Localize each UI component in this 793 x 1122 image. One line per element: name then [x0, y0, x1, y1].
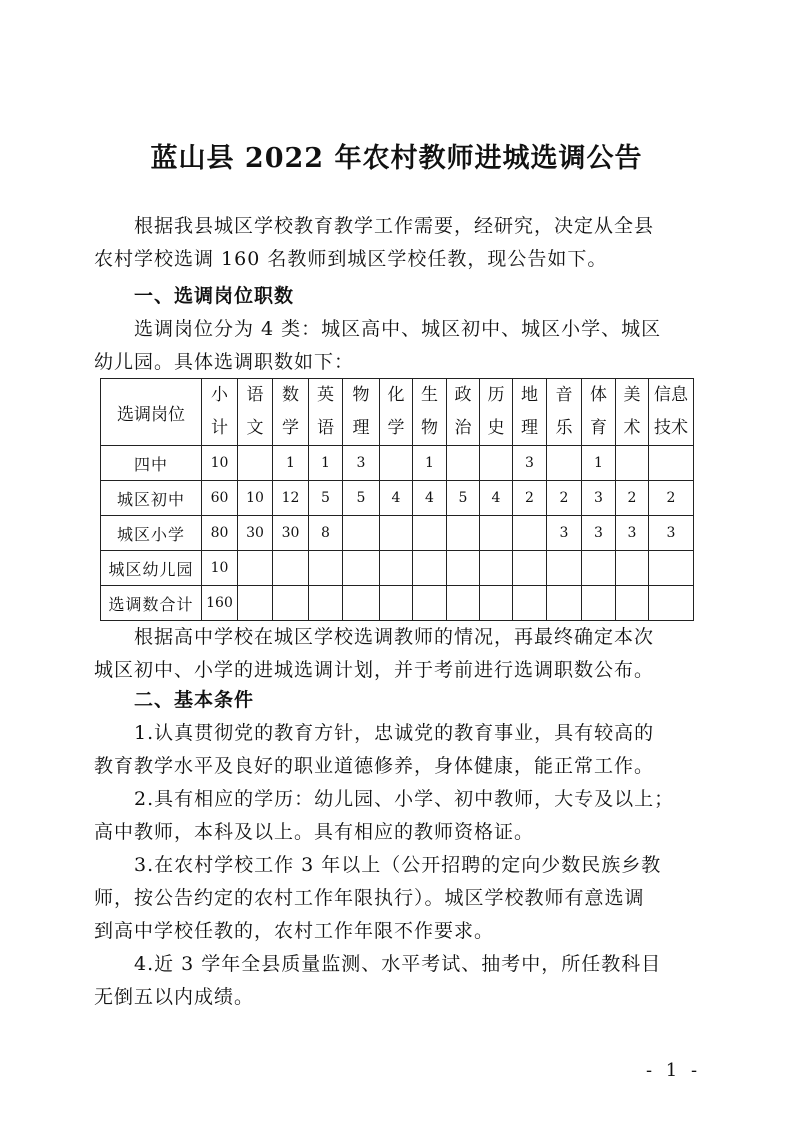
row-label: 城区幼儿园 — [101, 551, 202, 586]
section1-line: 选调岗位分为 4 类：城区高中、城区初中、城区小学、城区 — [134, 318, 662, 340]
table-cell — [447, 516, 480, 551]
table-cell: 1 — [273, 446, 309, 481]
table-row — [101, 516, 694, 551]
table-cell: 3 — [513, 446, 547, 481]
table-cell — [547, 586, 582, 621]
table-row — [101, 481, 694, 516]
table-cell — [273, 586, 309, 621]
table-cell: 10 — [202, 551, 238, 586]
table-cell — [309, 586, 343, 621]
table-cell — [343, 551, 380, 586]
table-cell — [413, 551, 447, 586]
after-table-line: 根据高中学校在城区学校选调教师的情况，再最终确定本次 — [134, 626, 655, 648]
table-cell: 3 — [582, 516, 616, 551]
col-header: 政 治 — [447, 379, 480, 446]
table-cell: 5 — [309, 481, 343, 516]
condition-line: 高中教师，本科及以上。具有相应的教师资格证。 — [94, 821, 535, 843]
condition-1 — [94, 717, 694, 783]
table-cell — [413, 516, 447, 551]
condition-3 — [94, 849, 694, 948]
row-label: 选调数合计 — [101, 586, 202, 621]
table-cell — [547, 446, 582, 481]
table-cell — [238, 586, 273, 621]
section1-paragraph — [94, 313, 694, 379]
col-header: 地 理 — [513, 379, 547, 446]
table-cell: 2 — [547, 481, 582, 516]
table-cell — [380, 586, 413, 621]
table-cell: 60 — [202, 481, 238, 516]
table-cell: 1 — [413, 446, 447, 481]
table-cell — [582, 586, 616, 621]
col-header: 体 育 — [582, 379, 616, 446]
table-row — [101, 551, 694, 586]
condition-2 — [94, 783, 694, 849]
col-header: 生 物 — [413, 379, 447, 446]
table-cell — [513, 551, 547, 586]
table-cell: 3 — [582, 481, 616, 516]
table-cell — [616, 586, 649, 621]
table-cell: 4 — [413, 481, 447, 516]
intro-line: 根据我县城区学校教育教学工作需要，经研究，决定从全县 — [134, 215, 655, 237]
table-body — [101, 446, 694, 621]
table-cell: 30 — [273, 516, 309, 551]
table-cell: 3 — [616, 516, 649, 551]
col-header: 美 术 — [616, 379, 649, 446]
table-cell — [480, 516, 513, 551]
col-header: 英 语 — [309, 379, 343, 446]
row-label: 城区小学 — [101, 516, 202, 551]
table-cell — [480, 551, 513, 586]
condition-line: 4.近 3 学年全县质量监测、水平考试、抽考中，所任教科目 — [134, 953, 662, 975]
table-cell: 3 — [343, 446, 380, 481]
table-cell — [649, 446, 694, 481]
table-cell — [238, 551, 273, 586]
table-cell: 160 — [202, 586, 238, 621]
row-label: 城区初中 — [101, 481, 202, 516]
after-table-line: 城区初中、小学的进城选调计划，并于考前进行选调职数公布。 — [94, 659, 655, 681]
table-cell — [309, 551, 343, 586]
table-cell — [447, 586, 480, 621]
row-label: 四中 — [101, 446, 202, 481]
table-cell — [343, 516, 380, 551]
condition-line: 到高中学校任教的，农村工作年限不作要求。 — [94, 920, 495, 942]
table-cell: 1 — [582, 446, 616, 481]
col-header: 化 学 — [380, 379, 413, 446]
table-cell — [380, 516, 413, 551]
table-cell — [616, 551, 649, 586]
condition-line: 1.认真贯彻党的教育方针，忠诚党的教育事业，具有较高的 — [134, 722, 655, 744]
table-cell: 5 — [343, 481, 380, 516]
corner-header: 选调岗位 — [101, 379, 202, 446]
table-cell: 8 — [309, 516, 343, 551]
col-header: 语 文 — [238, 379, 273, 446]
col-header: 历 史 — [480, 379, 513, 446]
condition-line: 2.具有相应的学历：幼儿园、小学、初中教师，大专及以上； — [134, 788, 675, 810]
table-cell: 2 — [649, 481, 694, 516]
table-cell: 30 — [238, 516, 273, 551]
page-number: - 1 - — [646, 1060, 702, 1081]
section1-heading: 一、选调岗位职数 — [134, 285, 295, 307]
table-cell — [413, 586, 447, 621]
table-cell — [480, 586, 513, 621]
intro-paragraph — [94, 210, 694, 276]
table-cell — [380, 551, 413, 586]
table-row — [101, 446, 694, 481]
col-header: 小 计 — [202, 379, 238, 446]
table-cell: 3 — [649, 516, 694, 551]
table-cell: 5 — [447, 481, 480, 516]
table-cell — [547, 551, 582, 586]
table-row — [101, 586, 694, 621]
table-cell: 1 — [309, 446, 343, 481]
table-cell: 4 — [480, 481, 513, 516]
table-cell: 80 — [202, 516, 238, 551]
col-header: 物 理 — [343, 379, 380, 446]
table-cell — [649, 586, 694, 621]
col-header: 数 学 — [273, 379, 309, 446]
table-cell — [380, 446, 413, 481]
table-cell — [273, 551, 309, 586]
table-cell — [447, 446, 480, 481]
table-cell — [616, 446, 649, 481]
table-cell — [649, 551, 694, 586]
table-cell: 2 — [616, 481, 649, 516]
document-title: 蓝山县 2022 年农村教师进城选调公告 — [150, 143, 643, 174]
condition-line: 无倒五以内成绩。 — [94, 986, 255, 1008]
table-cell — [582, 551, 616, 586]
after-table-paragraph — [94, 621, 694, 687]
table-cell — [343, 586, 380, 621]
table-cell — [513, 516, 547, 551]
condition-line: 师，按公告约定的农村工作年限执行）。城区学校教师有意选调 — [94, 887, 645, 909]
section2-heading: 二、基本条件 — [134, 689, 255, 711]
table-cell — [513, 586, 547, 621]
table-cell — [447, 551, 480, 586]
table-cell: 10 — [202, 446, 238, 481]
condition-4 — [94, 948, 694, 1014]
condition-line: 3.在农村学校工作 3 年以上（公开招聘的定向少数民族乡教 — [134, 854, 662, 876]
col-header: 音 乐 — [547, 379, 582, 446]
table-cell: 12 — [273, 481, 309, 516]
table-cell: 10 — [238, 481, 273, 516]
col-header: 信息 技术 — [649, 379, 694, 446]
table-cell — [238, 446, 273, 481]
table-cell: 3 — [547, 516, 582, 551]
section1-line: 幼儿园。具体选调职数如下： — [94, 351, 355, 373]
intro-line: 农村学校选调 160 名教师到城区学校任教，现公告如下。 — [94, 248, 608, 270]
table-cell: 4 — [380, 481, 413, 516]
condition-line: 教育教学水平及良好的职业道德修养，身体健康，能正常工作。 — [94, 755, 655, 777]
positions-table — [100, 378, 694, 621]
table-cell: 2 — [513, 481, 547, 516]
table-cell — [480, 446, 513, 481]
